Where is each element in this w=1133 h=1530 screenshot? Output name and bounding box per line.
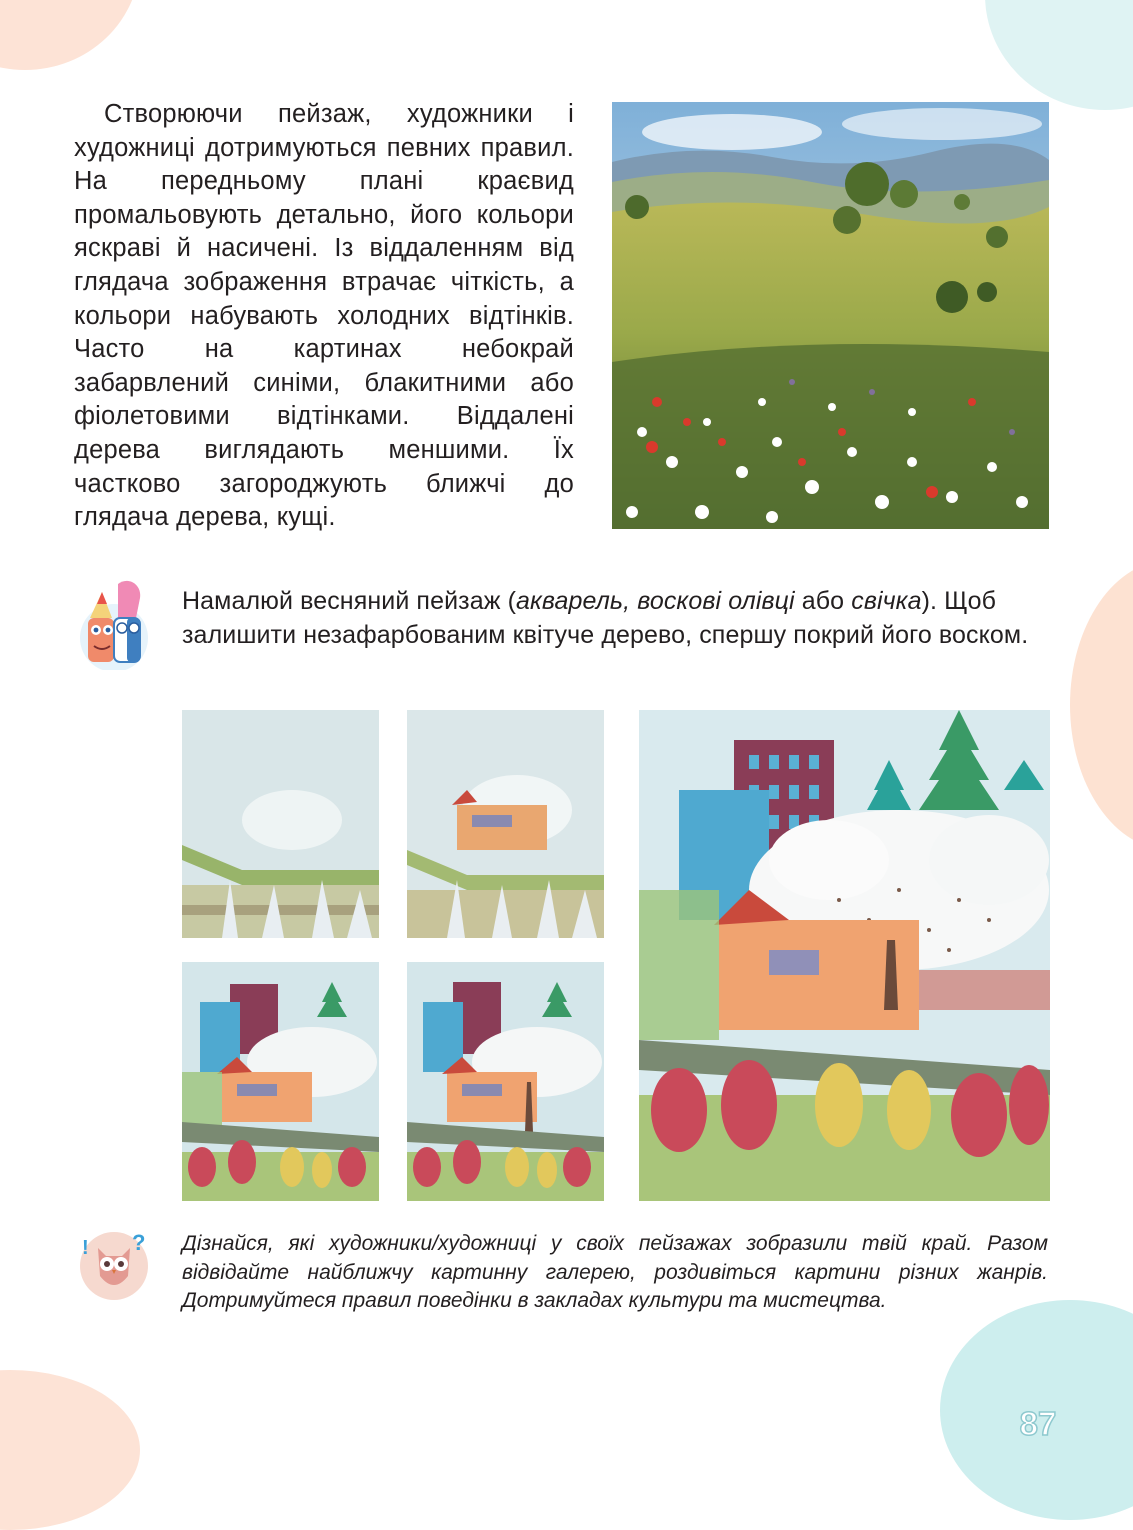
task-material-candle: свічка [851,587,922,615]
peach-blob-bottom-left [0,1370,140,1530]
svg-text:!: ! [82,1237,89,1259]
step-4-trees-added [407,962,604,1201]
peach-blob-top-left [0,0,140,70]
pencil-brush-characters-icon [78,578,150,670]
svg-text:?: ? [132,1230,146,1255]
intro-paragraph [74,98,574,535]
task-instruction [182,584,1050,652]
task-text-part2: або [794,587,852,615]
task-text-part3: ). Щоб залишити незафарбованим квітуче дерево, спершу покрий його воском. [182,587,1029,649]
intro-text: Створюючи пейзаж, художники і художниці дотримуються певних правил. На передньому плані краєвид промальовують детально, його кольори яскраві й насичені. Із віддаленням від глядача зображення втрачає чіткість, а кольори набувають холодних відтінків. Часто на картинах небокрай забарвлений синіми, блакитними або фіолетовими відтінками. Віддалені дерева виглядають меншими. Їх частково загороджують ближчі до глядача дерева, кущі. [74,100,574,532]
info-paragraph: Дізнайся, які художники/художниці у своїх пейзажах зобразили твій край. Разом відвідайте найближчу картинну галерею, роздивіться картини різних жанрів. Дотримуйтеся правил поведінки в закладах культури та мистецтва. [182,1232,1048,1312]
step-2-house-painted [407,710,604,938]
peach-blob-right [1070,560,1133,850]
page-number: 87 [1019,1405,1057,1442]
task-text-part1: Намалюй весняний пейзаж ( [182,587,516,615]
owl-question-icon [76,1228,152,1302]
landscape-painting [612,102,1049,529]
step-1-wax-drawing [182,710,379,938]
step-3-background-painted [182,962,379,1201]
teal-blob-top-right [985,0,1133,110]
final-spring-landscape-painting [639,710,1050,1201]
task-material-watercolor-crayons: акварель, воскові олівці [516,587,795,615]
